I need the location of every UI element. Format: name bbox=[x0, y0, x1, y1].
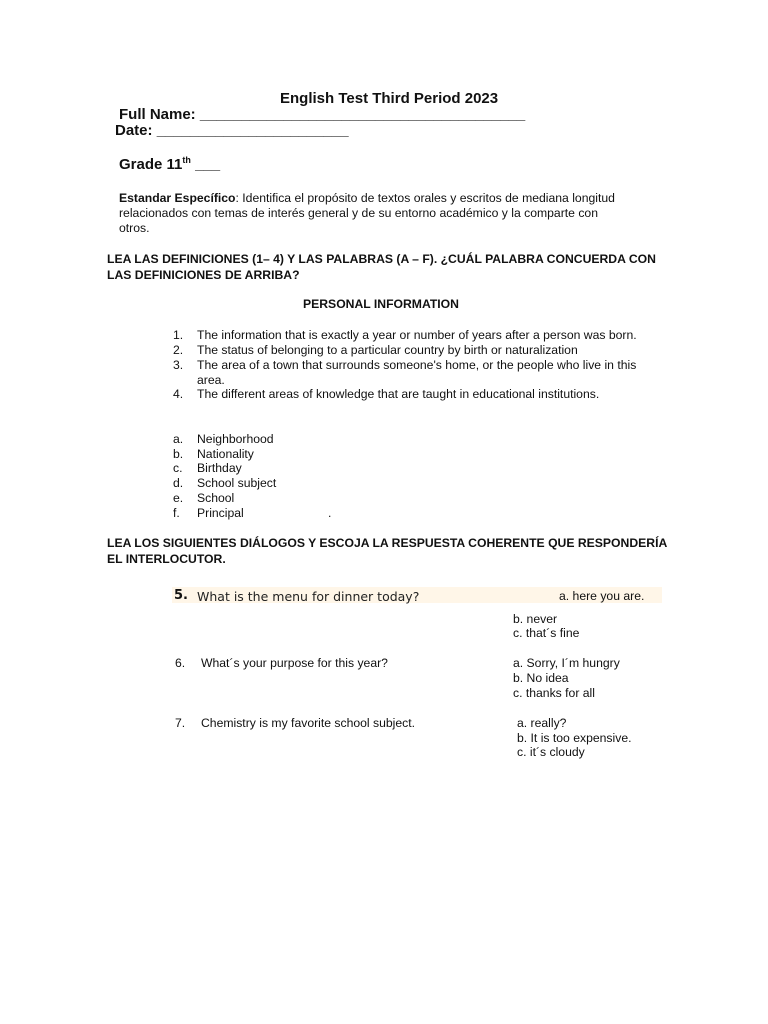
part1-instruction: LEA LAS DEFINICIONES (1– 4) Y LAS PALABRAS (A – F). ¿CUÁL PALABRA CONCUERDA CON LAS DEFINICIONES DE ARRIBA? bbox=[107, 252, 656, 282]
definition-number: 1. bbox=[173, 328, 184, 342]
grade-field bbox=[119, 156, 220, 173]
question-5-number: 5. bbox=[174, 588, 188, 603]
word-letter: e. bbox=[173, 491, 184, 505]
question-6-option-c: c. thanks for all bbox=[513, 686, 595, 700]
standard-label: Estandar Específico bbox=[119, 191, 236, 205]
question-6-option-a: a. Sorry, I´m hungry bbox=[513, 656, 620, 670]
word-text: Neighborhood bbox=[197, 432, 274, 446]
definition-number: 4. bbox=[173, 387, 184, 401]
date-blank: _______________________ bbox=[156, 122, 349, 139]
word-text: Nationality bbox=[197, 447, 254, 461]
definition-number: 2. bbox=[173, 343, 184, 357]
question-7-text: Chemistry is my favorite school subject. bbox=[201, 716, 416, 730]
grade-label: Grade 11 bbox=[119, 156, 183, 173]
question-7-option-c: c. it´s cloudy bbox=[517, 745, 585, 759]
definition-item bbox=[173, 343, 578, 358]
word-item bbox=[173, 476, 276, 491]
word-item bbox=[173, 447, 254, 462]
word-item bbox=[173, 461, 242, 476]
question-7-option-b: b. It is too expensive. bbox=[517, 731, 632, 745]
definition-item bbox=[173, 387, 599, 402]
full-name-blank: _______________________________________ bbox=[199, 106, 526, 123]
question-6-number: 6. bbox=[175, 656, 186, 670]
date-field bbox=[115, 122, 349, 139]
full-name-field bbox=[119, 106, 525, 123]
definition-text: The different areas of knowledge that are taught in educational institutions. bbox=[197, 387, 600, 401]
question-5-option-a: a. here you are. bbox=[559, 589, 645, 603]
standard-paragraph bbox=[119, 191, 619, 236]
definition-text: The information that is exactly a year or number of years after a person was born. bbox=[197, 328, 637, 342]
standard-text: : Identifica el propósito de textos orales y escritos de mediana longitud relacionados con temas de interés general y de su entorno académico y la comparte con otros. bbox=[119, 191, 615, 235]
word-text: School subject bbox=[197, 476, 277, 490]
word-text: Birthday bbox=[197, 461, 242, 475]
word-item bbox=[173, 432, 274, 447]
question-7-number: 7. bbox=[175, 716, 186, 730]
stray-dot: . bbox=[328, 506, 332, 520]
definition-text: The status of belonging to a particular country by birth or naturalization bbox=[197, 343, 578, 357]
date-label: Date: bbox=[115, 122, 153, 139]
page-title: English Test Third Period 2023 bbox=[280, 90, 499, 107]
grade-superscript: th bbox=[182, 155, 191, 165]
part2-instruction: LEA LOS SIGUIENTES DIÁLOGOS Y ESCOJA LA RESPUESTA COHERENTE QUE RESPONDERÍA EL INTERLOCUTOR. bbox=[107, 536, 667, 566]
word-letter: b. bbox=[173, 447, 184, 461]
definition-continuation: area. bbox=[197, 373, 225, 387]
question-5-text: What is the menu for dinner today? bbox=[197, 589, 420, 604]
full-name-label: Full Name: bbox=[119, 106, 196, 123]
section-title: PERSONAL INFORMATION bbox=[303, 297, 459, 311]
question-5-option-c: c. that´s fine bbox=[513, 626, 580, 640]
word-text: Principal bbox=[197, 506, 244, 520]
word-letter: f. bbox=[173, 506, 180, 520]
definition-item bbox=[173, 358, 636, 373]
question-6-option-b: b. No idea bbox=[513, 671, 569, 685]
word-letter: d. bbox=[173, 476, 184, 490]
definition-text: The area of a town that surrounds someone's home, or the people who live in this bbox=[197, 358, 637, 372]
word-item bbox=[173, 506, 244, 521]
question-5-option-b: b. never bbox=[513, 612, 558, 626]
word-letter: a. bbox=[173, 432, 184, 446]
grade-blank: ___ bbox=[195, 156, 221, 173]
definition-number: 3. bbox=[173, 358, 184, 372]
word-item bbox=[173, 491, 234, 506]
question-7-option-a: a. really? bbox=[517, 716, 567, 730]
definition-item bbox=[173, 328, 637, 343]
word-text: School bbox=[197, 491, 235, 505]
question-6-text: What´s your purpose for this year? bbox=[201, 656, 388, 670]
word-letter: c. bbox=[173, 461, 183, 475]
